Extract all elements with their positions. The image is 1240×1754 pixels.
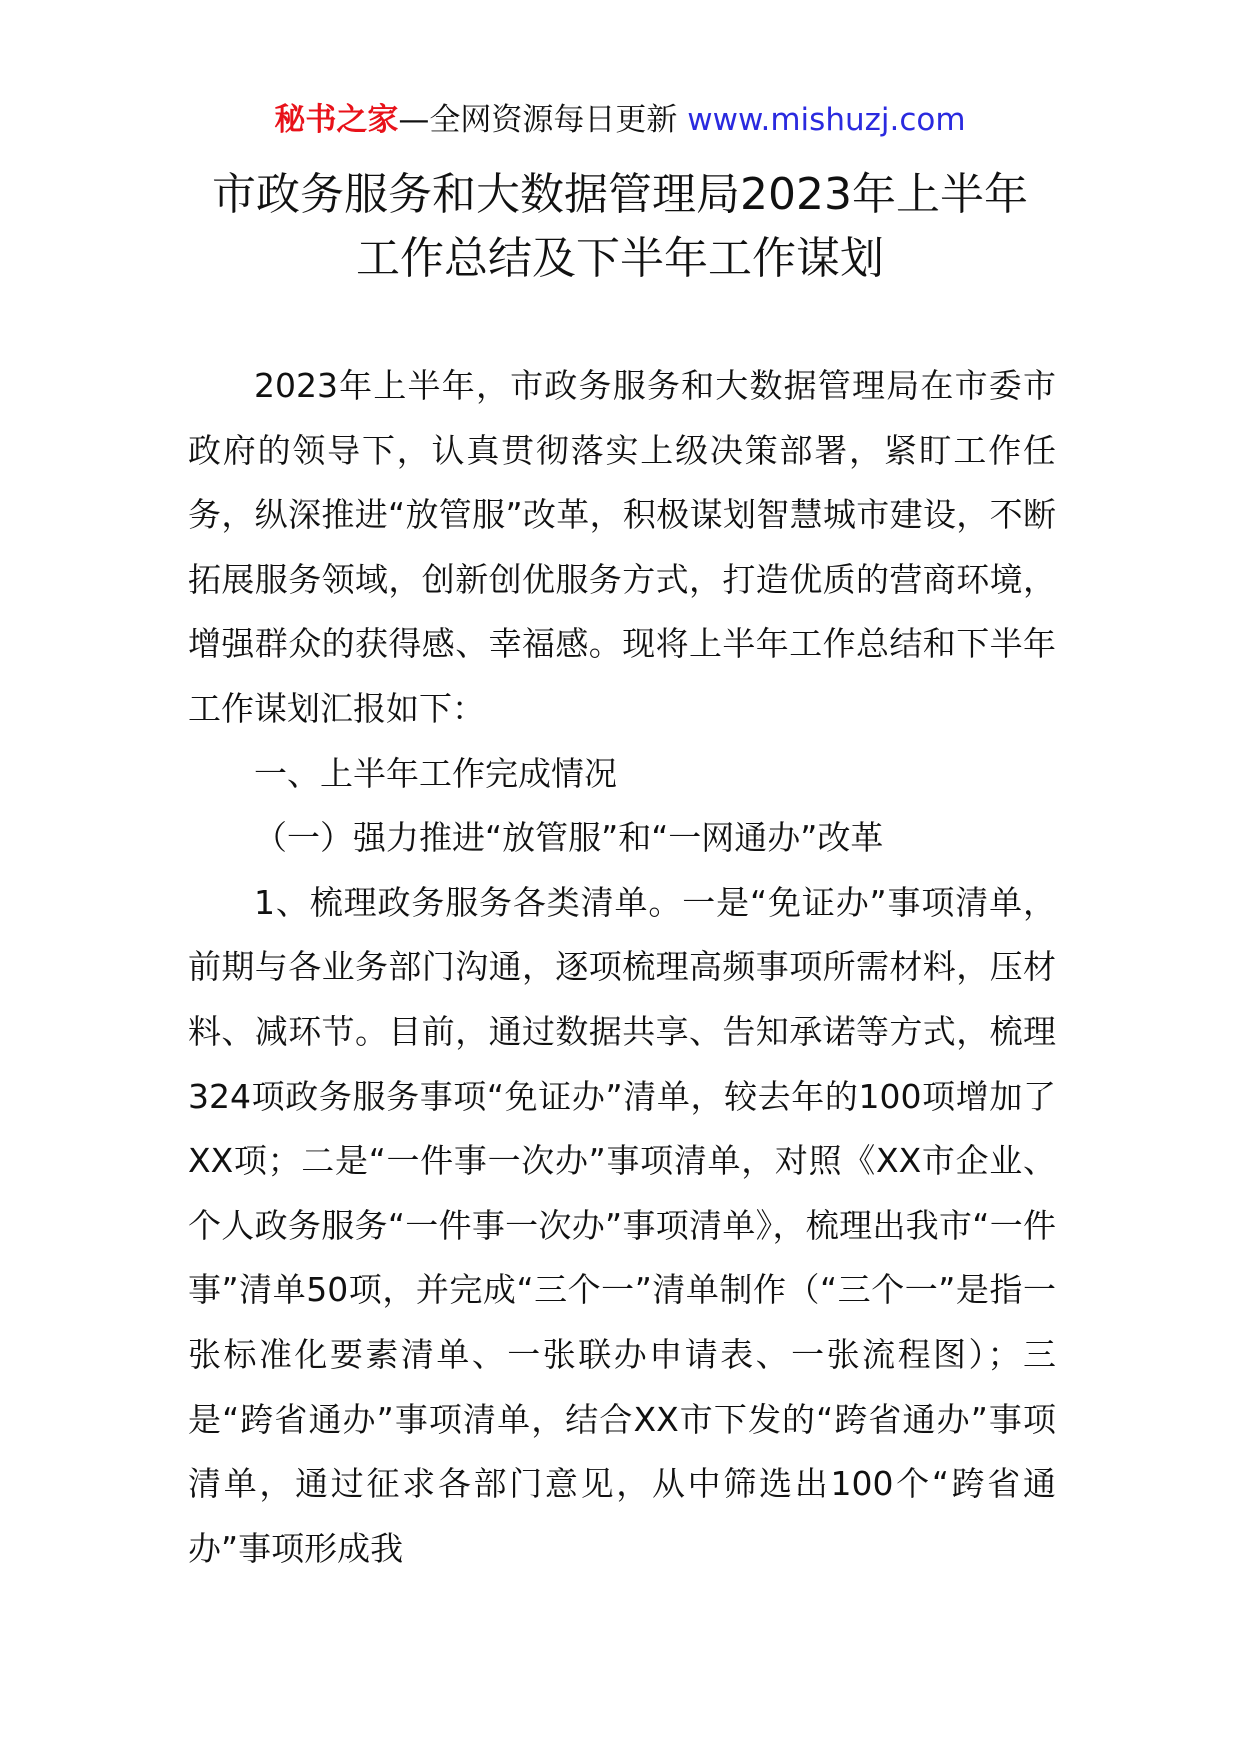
subsection-heading-1: （一）强力推进“放管服”和“一网通办”改革	[254, 818, 884, 858]
document-body	[188, 354, 1056, 1581]
site-url-link[interactable]: www.mishuzj.com	[687, 102, 966, 138]
section-heading-1: 一、上半年工作完成情况	[254, 753, 617, 793]
item-paragraph-1: 1、梳理政务服务各类清单。一是“免证办”事项清单，前期与各业务部门沟通，逐项梳理高频事项所需材料，压材料、减环节。目前，通过数据共享、告知承诺等方式，梳理324项政务服务事项“免证办”清单，较去年的100项增加了XX项；二是“一件事一次办”事项清单，对照《XX市企业、个人政务服务“一件事一次办”事项清单》，梳理出我市“一件事”清单50项，并完成“三个一”清单制作（“三个一”是指一张标准化要素清单、一张联办申请表、一张流程图）；三是“跨省通办”事项清单，结合XX市下发的“跨省通办”事项清单，通过征求各部门意见，从中筛选出100个“跨省通办”事项形成我	[188, 882, 1056, 1568]
brand-name: 秘书之家	[274, 102, 399, 138]
title-line-2: 工作总结及下半年工作谋划	[356, 233, 884, 284]
document-title	[0, 163, 1240, 291]
intro-paragraph: 2023年上半年，市政务服务和大数据管理局在市委市政府的领导下，认真贯彻落实上级决策部署，紧盯工作任务，纵深推进“放管服”改革，积极谋划智慧城市建设，不断拓展服务领域，创新创优服务方式，打造优质的营商环境，增强群众的获得感、幸福感。现将上半年工作总结和下半年工作谋划汇报如下：	[188, 366, 1056, 728]
title-line-1: 市政务服务和大数据管理局2023年上半年	[212, 169, 1028, 220]
header-slogan: —全网资源每日更新	[398, 102, 688, 138]
site-header	[0, 100, 1240, 140]
